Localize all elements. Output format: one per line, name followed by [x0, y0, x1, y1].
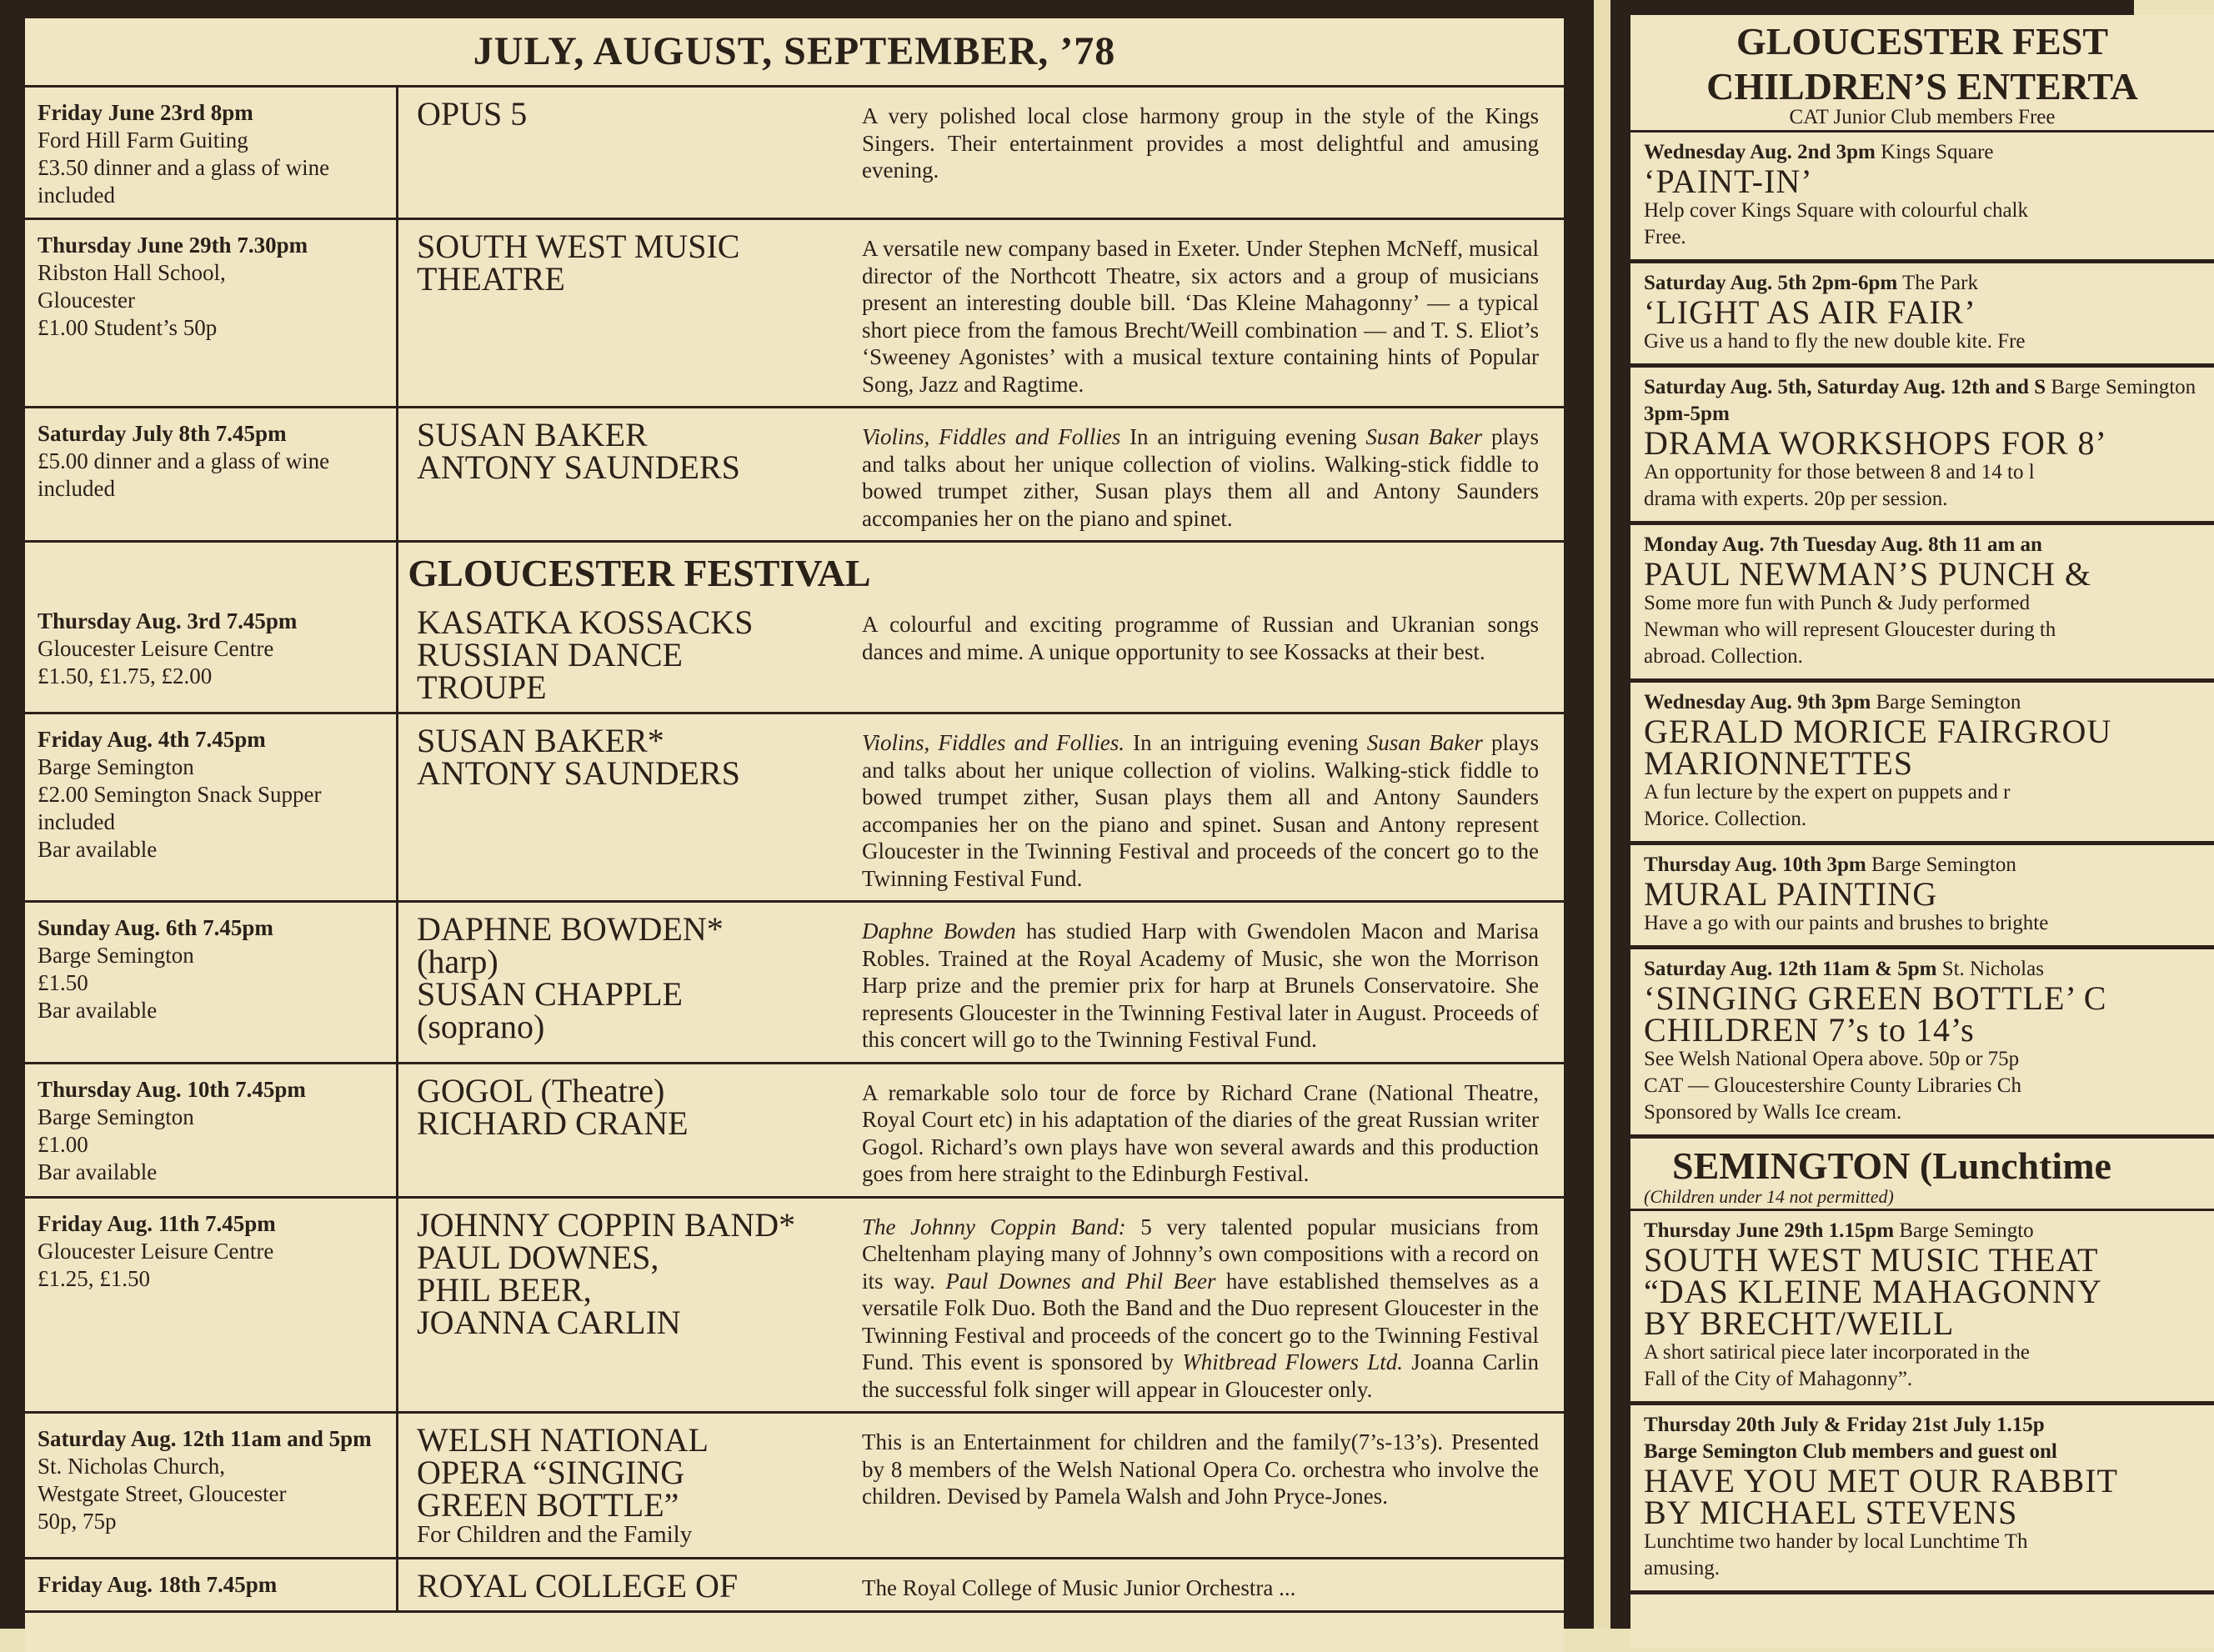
- entry-date: Saturday Aug. 5th 2pm-6pm: [1644, 272, 1898, 294]
- event-artist: RUSSIAN DANCE: [417, 636, 683, 673]
- event-description: A colourful and exciting programme of Russian and Ukranian songs dances and mime. A unique opportunity to see Kossacks at their best.: [845, 596, 1564, 713]
- event-row: [25, 1559, 1564, 1612]
- right-page: [1610, 0, 2196, 1629]
- entry-text: Fall of the City of Mahagonny”.: [1644, 1368, 1913, 1390]
- festival-heading: GLOUCESTER FESTIVAL: [408, 552, 871, 594]
- event-date: Saturday Aug. 12th 11am and 5pm: [38, 1426, 372, 1451]
- event-artists-cell: [398, 1559, 846, 1612]
- entry-date-line2: Barge Semington Club members and guest onl: [1644, 1440, 2057, 1463]
- event-artist-note: For Children and the Family: [417, 1521, 693, 1548]
- entry-date-line2: 3pm-5pm: [1644, 403, 1730, 425]
- event-date-cell: [25, 408, 398, 542]
- event-description: The Royal College of Music Junior Orchestra ...: [845, 1559, 1564, 1612]
- event-detail: Ford Hill Farm Guiting: [38, 128, 248, 153]
- event-detail: Westgate Street, Gloucester: [38, 1481, 287, 1506]
- event-date: Friday Aug. 11th 7.45pm: [38, 1210, 276, 1236]
- children-entry: [1630, 133, 2214, 263]
- description-italic: Whitbread Flowers Ltd.: [1182, 1349, 1404, 1374]
- entry-date: Thursday June 29th 1.15pm: [1644, 1219, 1895, 1242]
- entry-text: amusing.: [1644, 1557, 1720, 1579]
- entry-venue: Kings Square: [1875, 141, 1994, 163]
- entry-title: DRAMA WORKSHOPS FOR 8’: [1644, 424, 2107, 462]
- event-artist: JOHNNY COPPIN BAND*: [417, 1205, 796, 1244]
- entry-venue: St. Nicholas: [1936, 958, 2044, 980]
- children-title-line1: GLOUCESTER FEST: [1736, 20, 2109, 63]
- entry-title: ‘LIGHT AS AIR FAIR’: [1644, 293, 1976, 331]
- event-date-cell: [25, 902, 398, 1064]
- event-description: A remarkable solo tour de force by Richard Crane (National Theatre, Royal Court etc) in his adaptation of the diaries of the great Russian writer Gogol. Richard’s own plays have won several awards and this production goes from here straight to the Edinburgh Festival.: [845, 1063, 1564, 1197]
- entry-venue: Barge Semington: [1871, 691, 2021, 713]
- event-date: Sunday Aug. 6th 7.45pm: [38, 915, 273, 940]
- entry-text: drama with experts. 20p per session.: [1644, 488, 1948, 510]
- entry-title: MARIONNETTES: [1644, 744, 1914, 782]
- entry-text: Some more fun with Punch & Judy performed: [1644, 592, 2031, 614]
- event-detail: Barge Semington: [38, 754, 194, 779]
- entry-text: Help cover Kings Square with colourful chalk: [1644, 199, 2028, 222]
- entry-date: Saturday Aug. 5th, Saturday Aug. 12th and S: [1644, 376, 2046, 398]
- event-row: [25, 219, 1564, 408]
- event-row: [25, 713, 1564, 902]
- event-artist: PAUL DOWNES,: [417, 1238, 659, 1276]
- event-artist: ROYAL COLLEGE OF: [417, 1567, 739, 1604]
- children-entry: [1630, 1211, 2214, 1405]
- event-artist: KASATKA KOSSACKS: [417, 603, 754, 641]
- description-italic: Daphne Bowden: [862, 919, 1016, 944]
- lunchtime-entries: [1630, 1211, 2214, 1594]
- entry-title: BY BRECHT/WEILL: [1644, 1304, 1955, 1342]
- entry-text: Sponsored by Walls Ice cream.: [1644, 1101, 1902, 1124]
- entry-text: Newman who will represent Gloucester during th: [1644, 618, 2056, 641]
- entry-text: Lunchtime two hander by local Lunchtime Th: [1644, 1530, 2028, 1553]
- programme-header: JULY, AUGUST, SEPTEMBER, ’78: [25, 18, 1564, 88]
- event-row: [25, 1413, 1564, 1559]
- event-date: Thursday June 29th 7.30pm: [38, 233, 308, 258]
- event-artist: GREEN BOTTLE”: [417, 1486, 679, 1524]
- entry-date: Monday Aug. 7th Tuesday Aug. 8th 11 am an: [1644, 533, 2042, 556]
- entry-venue: Barge Semingto: [1894, 1219, 2034, 1242]
- event-date: Thursday Aug. 3rd 7.45pm: [38, 608, 298, 633]
- event-date-cell: [25, 1413, 398, 1559]
- event-row: [25, 902, 1564, 1064]
- event-artist: WELSH NATIONAL: [417, 1421, 709, 1459]
- event-detail: Gloucester Leisure Centre: [38, 636, 274, 661]
- children-subtitle: CAT Junior Club members Free: [1630, 105, 2214, 133]
- event-date: Friday Aug. 4th 7.45pm: [38, 727, 266, 752]
- event-artists-cell: [398, 219, 846, 408]
- event-artists-cell: [398, 1063, 846, 1197]
- semington-section-note: (Children under 14 not permitted): [1630, 1185, 2214, 1211]
- description-italic: Susan Baker: [1365, 424, 1483, 449]
- children-entry: [1630, 683, 2214, 845]
- event-description: This is an Entertainment for children and the family(7’s-13’s). Presented by 8 members of the Welsh National Opera Co. orchestra who involve the children. Devised by Pamela Walsh and John Pryce-Jones.: [845, 1413, 1564, 1559]
- event-artist: DAPHNE BOWDEN*: [417, 910, 724, 948]
- description-italic: Paul Downes and Phil Beer: [945, 1268, 1216, 1294]
- children-entry: [1630, 845, 2214, 949]
- children-entry: [1630, 1405, 2214, 1594]
- entry-venue: Barge Semington: [1866, 854, 2016, 876]
- entry-text: Give us a hand to fly the new double kite. Fre: [1644, 330, 2026, 353]
- event-detail: Gloucester Leisure Centre: [38, 1238, 274, 1264]
- children-entry: [1630, 263, 2214, 368]
- event-artist: SUSAN BAKER*: [417, 722, 664, 759]
- event-description: Daphne Bowden has studied Harp with Gwendolen Macon and Marisa Robles. Trained at the Royal Academy of Music, she won the Morrison Harp prize and the premier prix for harp at Brunels Conservatoire. She represents Gloucester in the Twinning Festival later in August. Proceeds of this concert will go to the Twinning Festival Fund.: [845, 902, 1564, 1064]
- entry-text: Morice. Collection.: [1644, 808, 1807, 830]
- event-detail: 50p, 75p: [38, 1509, 117, 1534]
- event-description: A versatile new company based in Exeter. Under Stephen McNeff, musical director of the Northcott Theatre, six actors and a group of musicians present an interesting double bill. ‘Das Kleine Mahagonny’ — a typical short piece from the famous Brecht/Weill combination — and T. S. Eliot’s ‘Sweeney Agonistes’ with a musical texture containing hints of Popular Song, Jazz and Ragtime.: [845, 219, 1564, 408]
- event-artists-cell: [398, 1413, 846, 1559]
- entry-text: A short satirical piece later incorporated in the: [1644, 1341, 2031, 1364]
- semington-section-title: SEMINGTON (Lunchtime: [1672, 1144, 2111, 1187]
- event-artist: SOUTH WEST MUSIC THEATRE: [417, 228, 740, 298]
- entry-text: See Welsh National Opera above. 50p or 75p: [1644, 1048, 2020, 1070]
- event-artists-cell: [398, 1197, 846, 1413]
- event-date: Thursday Aug. 10th 7.45pm: [38, 1076, 306, 1102]
- entry-title: ‘PAINT-IN’: [1644, 163, 1813, 200]
- event-detail: £1.50, £1.75, £2.00: [38, 663, 213, 688]
- entry-title: ‘SINGING GREEN BOTTLE’ C: [1644, 979, 2107, 1017]
- event-artist: (soprano): [417, 1008, 545, 1045]
- event-detail: £1.00 Student’s 50p: [38, 315, 218, 340]
- event-detail: £1.00: [38, 1131, 88, 1157]
- event-detail: Bar available: [38, 1159, 158, 1184]
- children-title-line2: CHILDREN’S ENTERTA: [1706, 65, 2138, 108]
- event-date: Friday Aug. 18th 7.45pm: [38, 1572, 278, 1597]
- entry-title: HAVE YOU MET OUR RABBIT: [1644, 1462, 2118, 1499]
- programme-table: [25, 88, 1564, 1613]
- event-artists-cell: [398, 713, 846, 902]
- event-artists-cell: [398, 408, 846, 542]
- event-description: The Johnny Coppin Band: 5 very talented popular musicians from Cheltenham playing many of Johnny’s own compositions with a record on its way. Paul Downes and Phil Beer have established themselves as a versatile Folk Duo. Both the Band and the Duo represent Gloucester in the Twinning Festival and proceeds of the concert go to the Twinning Festival Fund. This event is sponsored by Whitbread Flowers Ltd. Joanna Carlin the successful folk singer will appear in Gloucester only.: [845, 1197, 1564, 1413]
- entry-date: Thursday 20th July & Friday 21st July 1.15p: [1644, 1414, 2045, 1436]
- event-artist: JOANNA CARLIN: [417, 1303, 681, 1341]
- description-italic: Violins, Fiddles and Follies.: [862, 730, 1125, 755]
- event-date-cell: [25, 1197, 398, 1413]
- entry-text: Have a go with our paints and brushes to brighte: [1644, 912, 2049, 934]
- event-date-cell: [25, 88, 398, 219]
- pre-festival-events: [25, 88, 1564, 542]
- event-detail: Barge Semington: [38, 943, 194, 968]
- entry-date: Thursday Aug. 10th 3pm: [1644, 854, 1866, 876]
- event-detail: Bar available: [38, 998, 158, 1023]
- entry-date: Saturday Aug. 12th 11am & 5pm: [1644, 958, 1937, 980]
- event-artists-cell: [398, 596, 846, 713]
- event-row: [25, 1197, 1564, 1413]
- description-italic: Susan Baker: [1366, 730, 1483, 755]
- entry-venue: Barge Semington: [2046, 376, 2196, 398]
- event-description: Violins, Fiddles and Follies In an intriguing evening Susan Baker plays and talks about her unique collection of violins. Walking-stick fiddle to bowed trumpet zither, Susan plays them all and Antony Saunders accompanies her on the piano and spinet.: [845, 408, 1564, 542]
- entry-title: GERALD MORICE FAIRGROU: [1644, 713, 2112, 750]
- event-date-cell: [25, 1559, 398, 1612]
- event-detail: St. Nicholas Church,: [38, 1454, 225, 1479]
- festival-heading-row: [25, 542, 1564, 597]
- event-date: Saturday July 8th 7.45pm: [38, 421, 287, 446]
- event-row: [25, 596, 1564, 713]
- description-italic: The Johnny Coppin Band:: [862, 1214, 1126, 1239]
- event-date-cell: [25, 713, 398, 902]
- entry-title: PAUL NEWMAN’S PUNCH &: [1644, 555, 2091, 593]
- event-artists-cell: [398, 88, 846, 219]
- entry-title: SOUTH WEST MUSIC THEAT: [1644, 1241, 2099, 1279]
- event-detail: £2.00 Semington Snack Supper included: [38, 782, 322, 834]
- event-artist: TROUPE: [417, 668, 547, 706]
- event-artist: ANTONY SAUNDERS: [417, 448, 740, 486]
- entry-title: BY MICHAEL STEVENS: [1644, 1494, 2018, 1531]
- event-detail: Bar available: [38, 837, 158, 862]
- event-detail: Gloucester: [38, 288, 135, 313]
- entry-date-line: [1644, 1412, 2206, 1439]
- event-detail: Ribston Hall School,: [38, 260, 226, 285]
- event-artist: ANTONY SAUNDERS: [417, 754, 740, 792]
- event-artist: PHIL BEER,: [417, 1270, 592, 1309]
- children-entry: [1630, 525, 2214, 683]
- event-artist: GOGOL (Theatre): [417, 1071, 665, 1109]
- event-artists-cell: [398, 902, 846, 1064]
- entry-date-line: [1644, 374, 2206, 401]
- programme-sheet: [25, 18, 1564, 1652]
- entry-text: abroad. Collection.: [1644, 645, 1803, 668]
- entry-text: Free.: [1644, 226, 1686, 248]
- event-row: [25, 408, 1564, 542]
- entry-venue: The Park: [1897, 272, 1978, 294]
- entry-date: Wednesday Aug. 9th 3pm: [1644, 691, 1871, 713]
- event-artist: OPERA “SINGING: [417, 1454, 685, 1491]
- event-row: [25, 1063, 1564, 1197]
- event-artist: (harp): [417, 943, 498, 980]
- event-description: Violins, Fiddles and Follies. In an intriguing evening Susan Baker plays and talks about her unique collection of violins. Walking-stick fiddle to bowed trumpet zither, Susan plays them all and Antony Saunders accompanies her on the piano and spinet. Susan and Antony represent Gloucester in the Twinning Festival and proceeds of the concert go to the Twinning Festival Fund.: [845, 713, 1564, 902]
- event-date-cell: [25, 1063, 398, 1197]
- festival-events: [25, 596, 1564, 1612]
- entry-text: A fun lecture by the expert on puppets and r: [1644, 781, 2011, 803]
- event-detail: £1.25, £1.50: [38, 1265, 150, 1291]
- event-detail: Barge Semington: [38, 1104, 194, 1129]
- children-entries: [1630, 133, 2214, 1139]
- event-date-cell: [25, 219, 398, 408]
- description-italic: Violins, Fiddles and Follies: [862, 424, 1121, 449]
- entry-text: CAT — Gloucestershire County Libraries Ch: [1644, 1074, 2021, 1097]
- children-entry: [1630, 949, 2214, 1139]
- entry-title: CHILDREN 7’s to 14’s: [1644, 1011, 1975, 1049]
- event-date-cell: [25, 596, 398, 713]
- event-artist: OPUS 5: [417, 95, 528, 133]
- entry-text: An opportunity for those between 8 and 14 to l: [1644, 461, 2035, 483]
- entry-title: MURAL PAINTING: [1644, 875, 1938, 913]
- entry-title: “DAS KLEINE MAHAGONNY: [1644, 1273, 2102, 1310]
- entry-date: Wednesday Aug. 2nd 3pm: [1644, 141, 1876, 163]
- event-row: [25, 88, 1564, 219]
- event-artist: SUSAN CHAPPLE: [417, 975, 683, 1013]
- event-artist: SUSAN BAKER: [417, 416, 648, 453]
- event-detail: £5.00 dinner and a glass of wine included: [38, 448, 330, 501]
- event-date: Friday June 23rd 8pm: [38, 100, 253, 125]
- children-programme: [1630, 15, 2214, 1649]
- event-description: A very polished local close harmony group in the style of the Kings Singers. Their entertainment provides a most delightful and amusing evening.: [845, 88, 1564, 219]
- event-detail: £1.50: [38, 970, 88, 995]
- children-entry: [1630, 368, 2214, 525]
- event-detail: £3.50 dinner and a glass of wine included: [38, 155, 330, 208]
- event-artist: RICHARD CRANE: [417, 1104, 689, 1142]
